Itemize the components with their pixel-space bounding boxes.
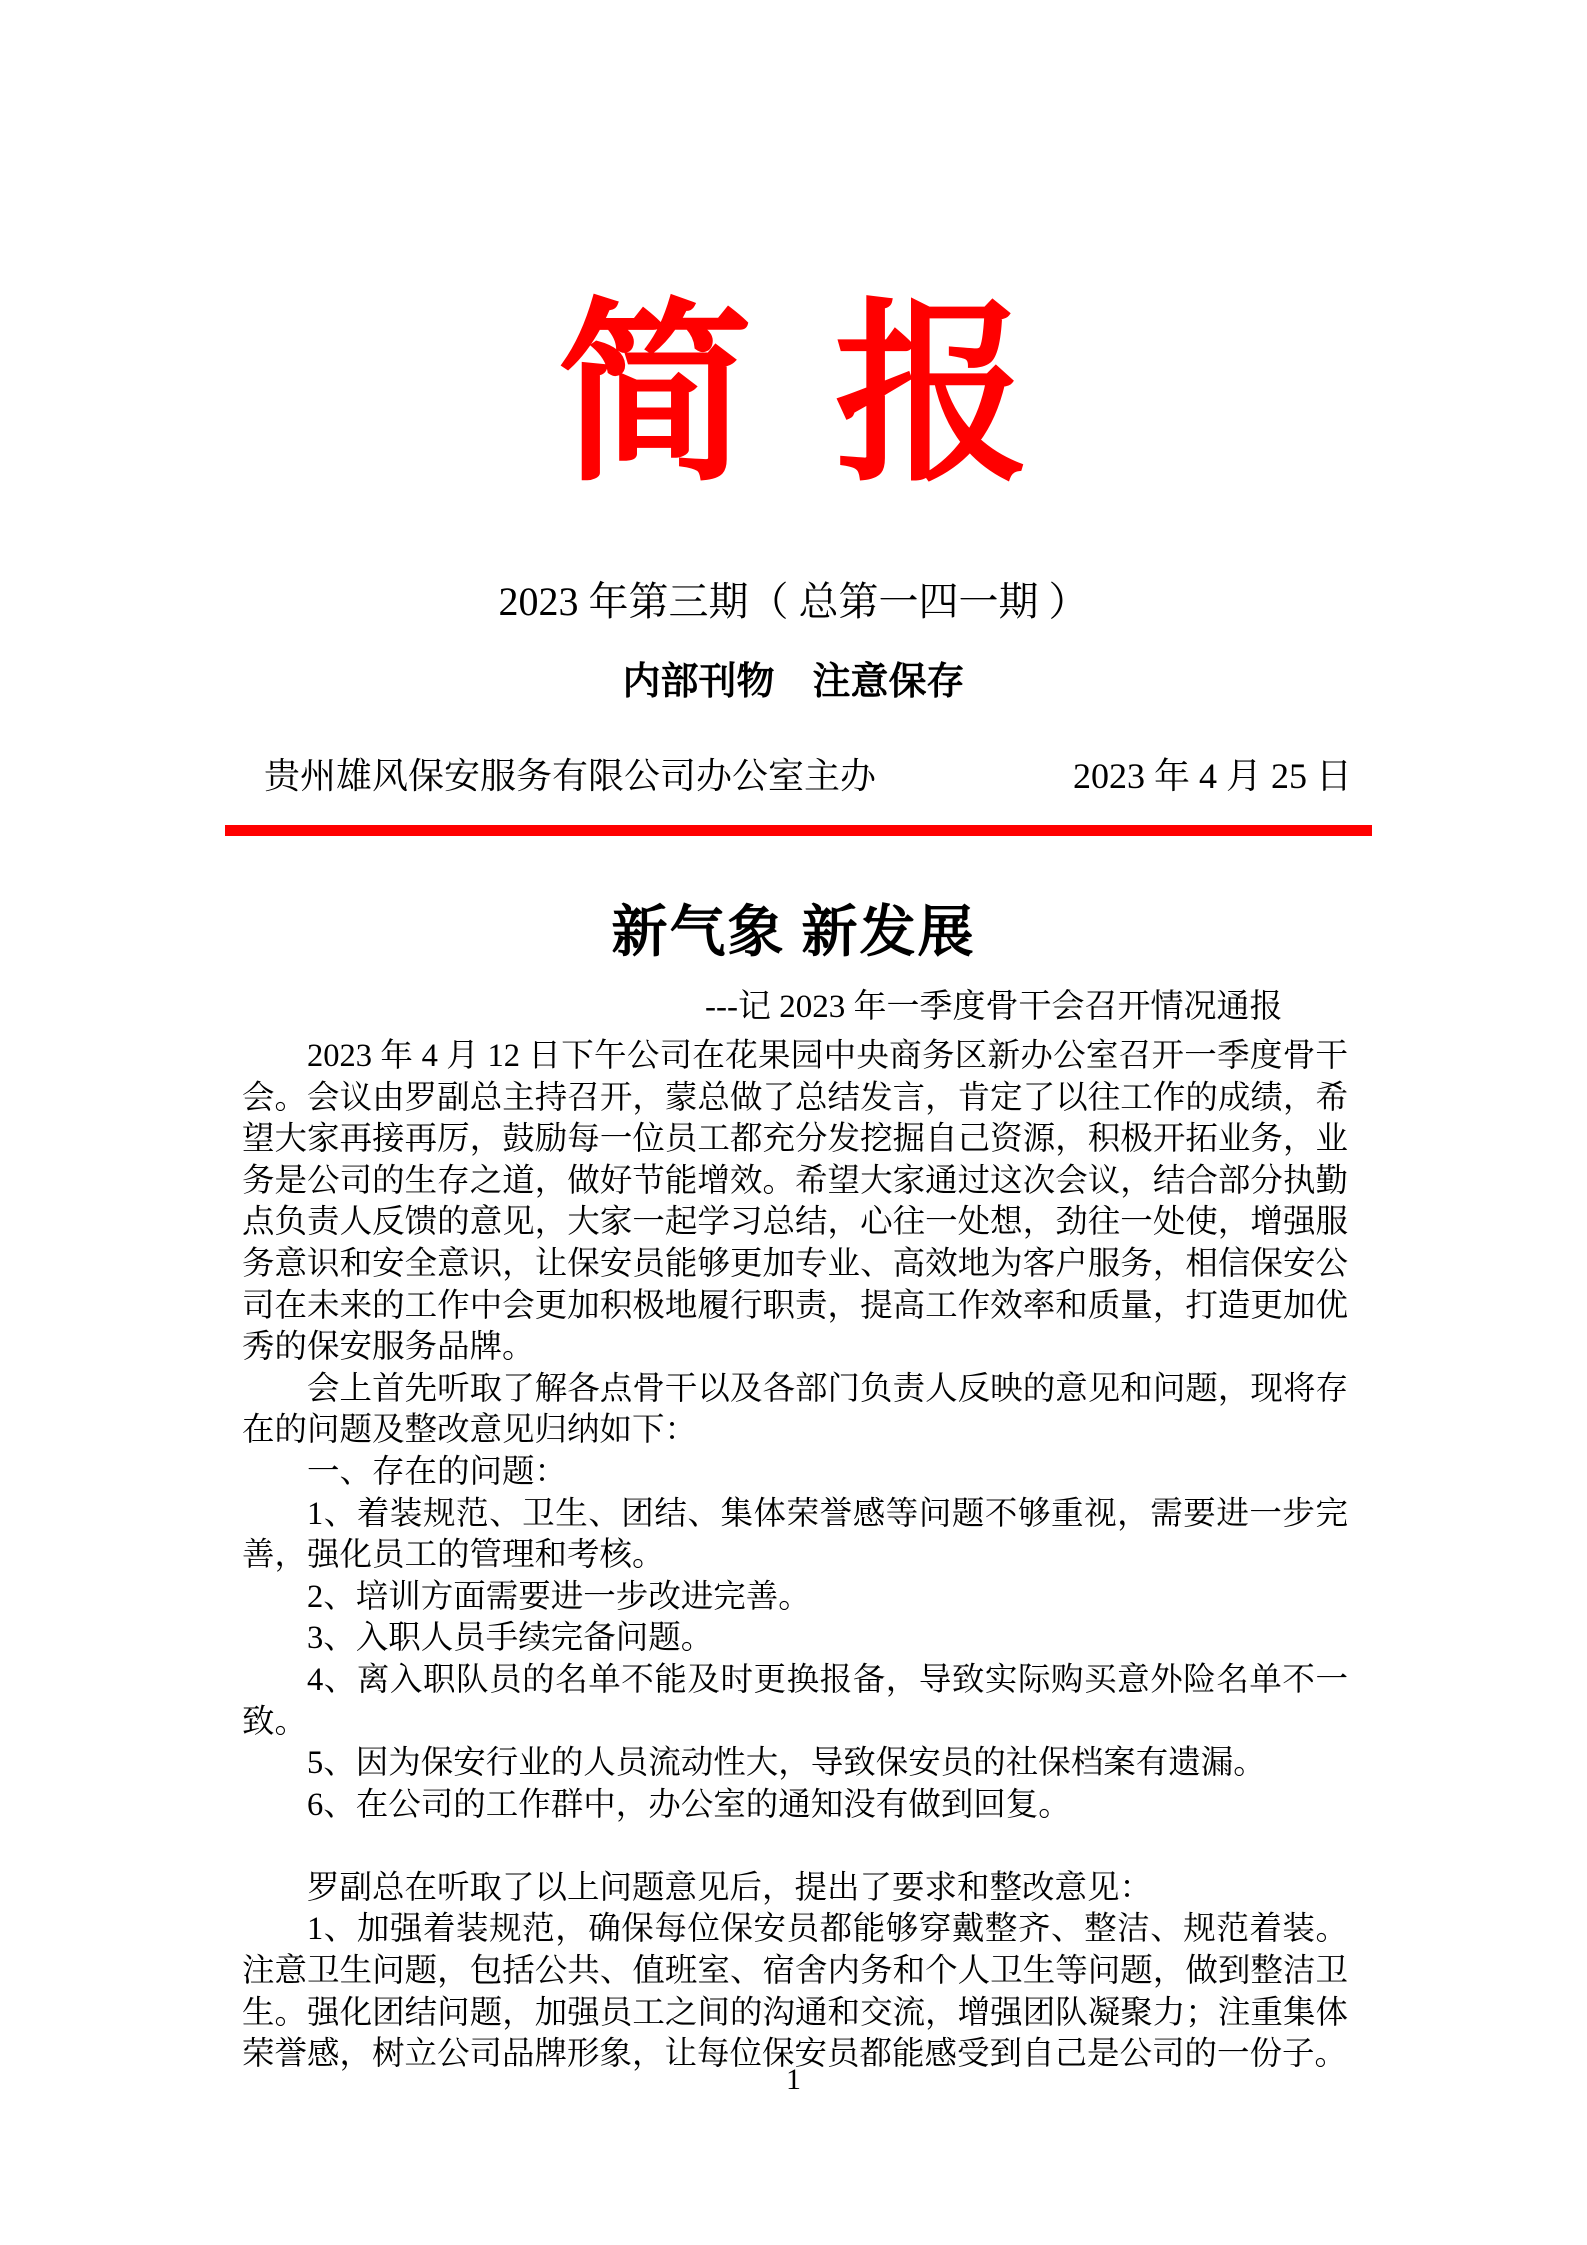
body-paragraph: 会上首先听取了解各点骨干以及各部门负责人反映的意见和问题，现将存在的问题及整改意见归纳如下：	[242, 1370, 1348, 1449]
body-paragraph: 3、入职人员手续完备问题。	[307, 1620, 714, 1657]
body-paragraph: 5、因为保安行业的人员流动性大，导致保安员的社保档案有遗漏。	[307, 1745, 1266, 1782]
publication-date: 2023 年 4 月 25 日	[1072, 756, 1352, 796]
body-paragraph: 2023 年 4 月 12 日下午公司在花果园中央商务区新办公室召开一季度骨干会。会议由罗副总主持召开，蒙总做了总结发言，肯定了以往工作的成绩，希望大家再接再厉，鼓励每一位员工都充分发挖掘自己资源，积极开拓业务，业务是公司的生存之道，做好节能增效。希望大家通过这次会议，结合部分执勤点负责人反馈的意见，大家一起学习总结，心往一处想，劲往一处使，增强服务意识和安全意识，让保安员能够更加专业、高效地为客户服务，相信保安公司在未来的工作中会更加积极地履行职责，提高工作效率和质量，打造更加优秀的保安服务品牌。	[242, 1038, 1348, 1366]
body-paragraph: 2、培训方面需要进一步改进完善。	[307, 1578, 811, 1615]
body-paragraph: 1、加强着装规范，确保每位保安员都能够穿戴整齐、整洁、规范着装。注意卫生问题，包括公共、值班室、宿舍内务和个人卫生等问题，做到整洁卫生。强化团结问题，加强员工之间的沟通和交流，增强团队凝聚力；注重集体荣誉感，树立公司品牌形象，让每位保安员都能感受到自己是公司的一份子。	[242, 1911, 1348, 2073]
article-body	[242, 1036, 1348, 2076]
masthead-title-char-2: 报	[834, 286, 1030, 504]
issue-number-line: 2023 年第三期（ 总第一四一期 ）	[498, 579, 1089, 624]
paragraph-spacer	[242, 1826, 1348, 1868]
body-paragraph: 一、存在的问题：	[307, 1453, 568, 1490]
masthead-title-char-1: 简	[557, 286, 753, 504]
red-divider-rule	[225, 825, 1372, 836]
masthead-title	[0, 286, 1587, 504]
article-subtitle: ---记 2023 年一季度骨干会召开情况通报	[705, 989, 1283, 1025]
body-paragraph: 1、着装规范、卫生、团结、集体荣誉感等问题不够重视，需要进一步完善，强化员工的管理和考核。	[242, 1495, 1348, 1574]
body-paragraph: 罗副总在听取了以上问题意见后，提出了要求和整改意见：	[307, 1869, 1153, 1906]
publisher-row	[242, 755, 1352, 798]
body-paragraph: 4、离入职队员的名单不能及时更换报备，导致实际购买意外险名单不一致。	[242, 1661, 1348, 1740]
body-paragraph: 6、在公司的工作群中，办公室的通知没有做到回复。	[307, 1786, 1071, 1823]
article-title: 新气象 新发展	[611, 902, 976, 964]
internal-publication-notice: 内部刊物 注意保存	[622, 661, 965, 703]
page-number: 1	[786, 2063, 801, 2096]
publisher-name: 贵州雄风保安服务有限公司办公室主办	[264, 756, 877, 796]
